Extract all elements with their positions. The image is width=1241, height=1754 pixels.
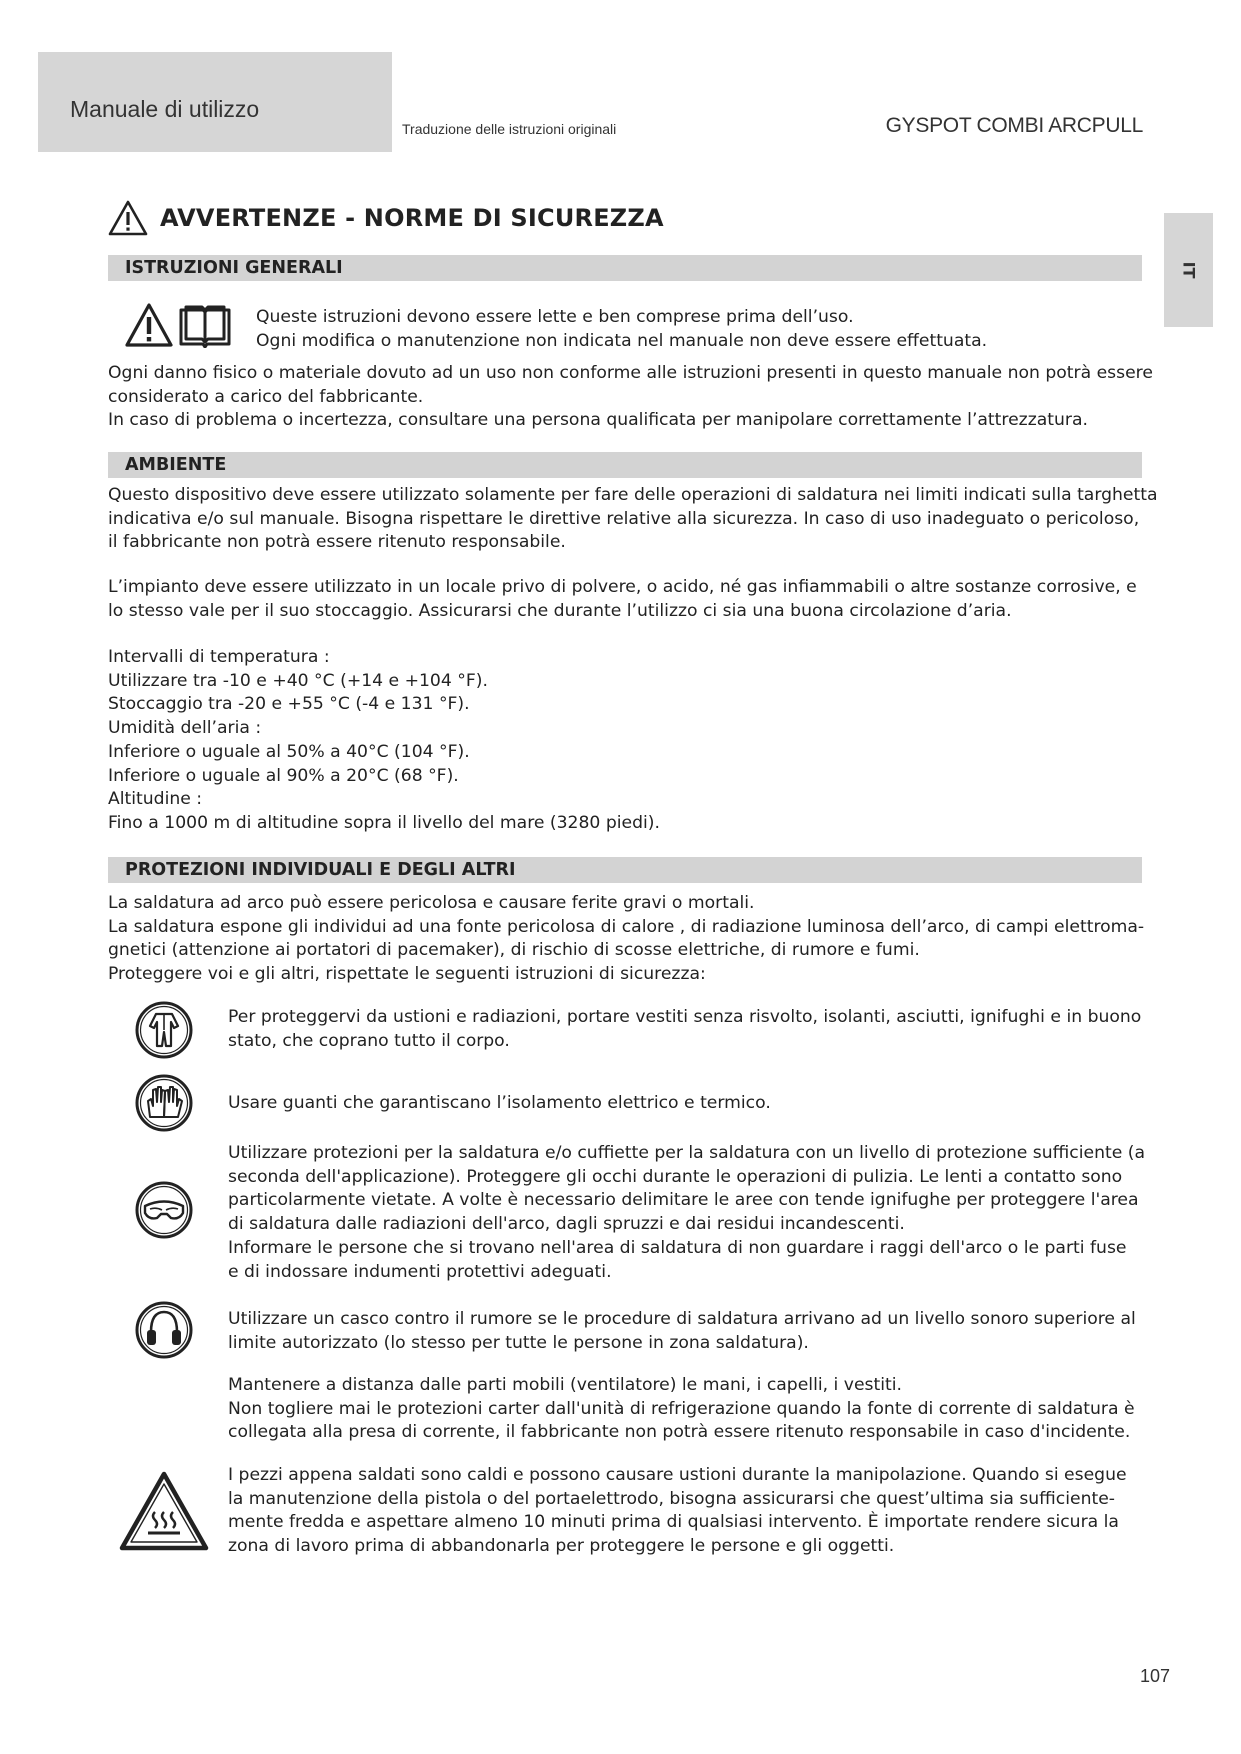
page-title [108,196,664,240]
gloves-instruction: Usare guanti che garantiscano l’isolamento elettrico e termico. [228,1093,771,1113]
warning-triangle-icon [124,302,174,348]
main-title-text: AVVERTENZE - NORME DI SICUREZZA [160,204,664,232]
section-heading-environment: AMBIENTE [108,452,1142,478]
ear-protection-icon [134,1300,194,1360]
page-number: 107 [1140,1666,1171,1686]
product-name: GYSPOT COMBI ARCPULL [885,114,1143,137]
section-heading-general: ISTRUZIONI GENERALI [108,255,1142,281]
ear-protection-instruction: Utilizzare un casco contro il rumore se le procedure di saldatura arrivano ad un livello sonoro superiore al limite autorizzato (lo stesso per tutte le persone in zona saldatura). [228,1309,1136,1353]
clothing-instruction: Per proteggervi da ustioni e radiazioni, portare vestiti senza risvolto, isolanti, asciutti, ignifughi e in buono stato, che coprano tutto il corpo. [228,1007,1142,1051]
protection-paragraph: La saldatura ad arco può essere pericolosa e causare ferite gravi o mortali. La saldatura espone gli individui ad una fonte pericolosa di calore , di radiazione luminosa dell’arco, di campi elettroma- gnetici (attenzione ai portatori di pacemaker), di rischio di scosse elettriche, di rumore e fumi. Proteggere voi e gli altri, rispettate le seguenti istruzioni di sicurezza: [108,893,1145,985]
warning-triangle-icon [108,200,148,236]
language-tab-label: IT [1179,261,1198,279]
environment-paragraph-1: Questo dispositivo deve essere utilizzato solamente per fare delle operazioni di saldatura nei limiti indicati sulla targhetta indicativa e/o sul manuale. Bisogna rispettare le direttive relative alla sicurezza. In caso di uso inadeguato o pericoloso, il fabbricante non potrà essere ritenuto responsabile. [108,485,1158,553]
environment-paragraph-2: L’impianto deve essere utilizzato in un locale privo di polvere, o acido, né gas infiammabili o altre sostanze corrosive, e lo stesso vale per il suo stoccaggio. Assicurarsi che durante l’utilizzo ci sia una buona circolazione d’aria. [108,577,1137,621]
translation-note: Traduzione delle istruzioni originali [402,121,617,137]
manual-title: Manuale di utilizzo [70,96,260,122]
safety-goggles-icon [134,1180,194,1240]
gloves-icon [134,1073,194,1133]
protective-clothing-icon [134,1000,194,1060]
general-paragraph: Ogni danno fisico o materiale dovuto ad un uso non conforme alle istruzioni presenti in questo manuale non potrà essere considerato a carico del fabbricante. In caso di problema o incertezza, consultare una persona qualificata per manipolare correttamente l’attrezzatura. [108,363,1153,431]
hot-surface-warning-icon [118,1470,210,1552]
goggles-instruction: Utilizzare protezioni per la saldatura e/o cuffiette per la saldatura con un livello di protezione sufficiente (a seconda dell'applicazione). Proteggere gli occhi durante le operazioni di pulizia. Le lenti a contatto sono particolarmente vietate. A volte è necessario delimitare le aree con tende ignifughe per proteggere l'area di saldatura dalle radiazioni dell'arco, dagli spruzzi e dai residui incandescenti. Informare le persone che si trovano nell'area di saldatura di non guardare i raggi dell'arco o le parti fuse e di indossare indumenti protettivi adeguati. [228,1143,1145,1282]
environment-conditions: Intervalli di temperatura : Utilizzare tra -10 e +40 °C (+14 e +104 °F). Stoccaggio tra -20 e +55 °C (-4 e 131 °F). Umidità dell’aria : Inferiore o uguale al 50% a 40°C (104 °F). Inferiore o uguale al 90% a 20°C (68 °F). Altitudine : Fino a 1000 m di altitudine sopra il livello del mare (3280 piedi). [108,647,660,833]
hot-parts-instruction: I pezzi appena saldati sono caldi e possono causare ustioni durante la manipolazione. Quando si esegue la manutenzione della pistola o del portaelettrodo, bisogna assicurarsi che quest’ultima sia sufficiente- mente fredda e aspettare almeno 10 minuti prima di qualsiasi intervento. È importate rendere sicura la zona di lavoro prima di abbandonarla per proteggere le persone e gli oggetti. [228,1465,1127,1557]
general-icon-text: Queste istruzioni devono essere lette e ben comprese prima dell’uso. Ogni modifica o manutenzione non indicata nel manuale non deve essere effettuata. [256,307,988,351]
manual-book-icon [178,304,232,348]
moving-parts-instruction: Mantenere a distanza dalle parti mobili (ventilatore) le mani, i capelli, i vestiti. Non togliere mai le protezioni carter dall'unità di refrigerazione quando la fonte di corrente di saldatura è collegata alla presa di corrente, il fabbricante non potrà essere ritenuto responsabile in caso d'incidente. [228,1375,1135,1443]
section-heading-protection: PROTEZIONI INDIVIDUALI E DEGLI ALTRI [108,857,1142,883]
